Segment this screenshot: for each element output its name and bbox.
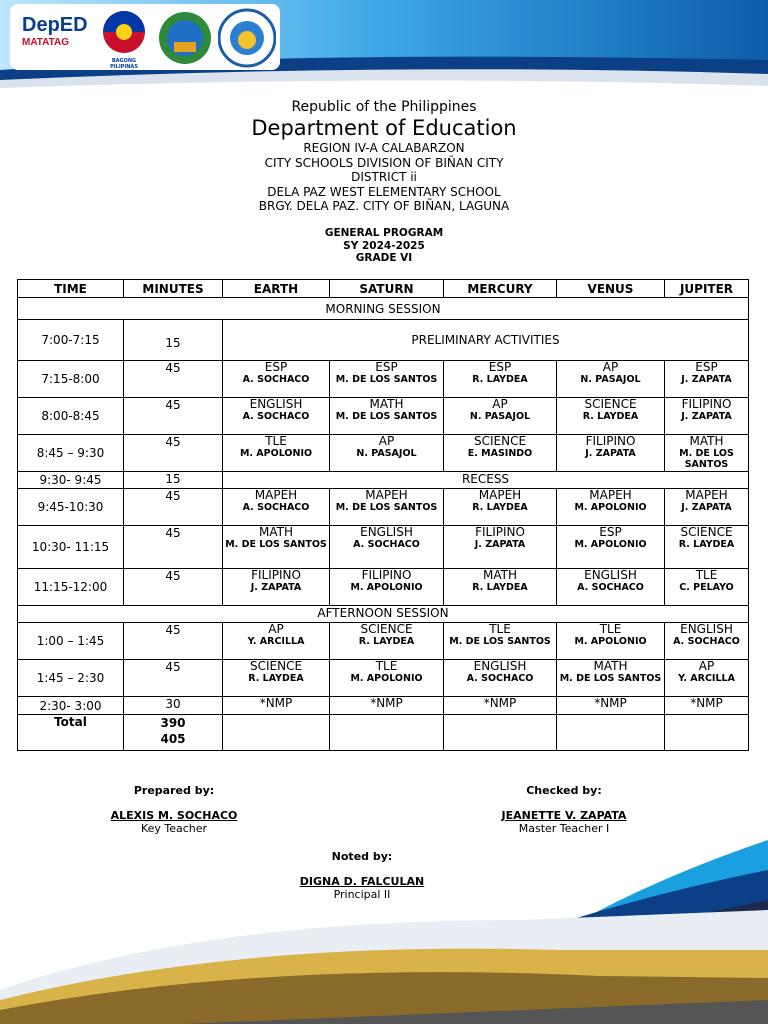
subject-name: MAPEH [478, 488, 522, 502]
teacher-name: J. ZAPATA [585, 448, 636, 459]
subject-name: SCIENCE [680, 525, 733, 539]
subject-name: TLE [489, 622, 511, 636]
teacher-name: M. DE LOS SANTOS [335, 502, 438, 513]
table-row [18, 361, 749, 398]
subject-name: MAPEH [589, 488, 632, 502]
time-cell: 2:30- 3:00 [18, 697, 124, 715]
noted-by-title: Principal II [333, 888, 391, 901]
teacher-name: J. ZAPATA [681, 374, 732, 385]
teacher-name: N. PASAJOL [469, 411, 531, 422]
time-cell: 1:00 – 1:45 [18, 623, 124, 660]
subject-name: MATH [259, 525, 293, 539]
total-value: 390 [160, 716, 186, 730]
subject-name: TLE [695, 568, 718, 582]
school-year: SY 2024-2025 [343, 239, 425, 252]
subject-cell [444, 398, 557, 435]
table-row [18, 569, 749, 606]
teacher-name: A. SOCHACO [242, 502, 310, 513]
recess-label: RECESS [223, 472, 749, 489]
time-cell: 11:15-12:00 [18, 569, 124, 606]
subject-name: MATH [483, 568, 517, 582]
table-header-row [18, 280, 749, 298]
table-row [18, 526, 749, 569]
prepared-by-title: Key Teacher [140, 822, 208, 835]
subject-cell [557, 489, 665, 526]
subject-cell [665, 435, 749, 472]
teacher-name: A. SOCHACO [242, 411, 310, 422]
subject-cell [223, 489, 330, 526]
minutes-cell: 45 [124, 569, 223, 606]
subject-cell [330, 489, 444, 526]
subject-cell [557, 569, 665, 606]
subject-name: *NMP [370, 696, 403, 710]
subject-cell [444, 435, 557, 472]
table-row [18, 697, 749, 715]
subject-cell [223, 623, 330, 660]
subject-cell [444, 569, 557, 606]
subject-name: ENGLISH [584, 568, 637, 582]
subject-cell [444, 697, 557, 715]
teacher-name: M. APOLONIO [574, 636, 647, 647]
teacher-name: M. APOLONIO [350, 582, 423, 593]
minutes-cell: 45 [124, 398, 223, 435]
bagong-pilipinas-logo: BAGONG PILIPINAS [98, 10, 150, 68]
subject-name: *NMP [690, 696, 723, 710]
teacher-name: R. LAYDEA [472, 502, 528, 513]
afternoon-session-label: AFTERNOON SESSION [18, 606, 749, 623]
subject-cell [330, 697, 444, 715]
minutes-cell: 45 [124, 489, 223, 526]
subject-cell [223, 569, 330, 606]
subject-cell [223, 526, 330, 569]
subject-name: FILIPINO [681, 397, 732, 411]
time-cell: 9:30- 9:45 [18, 472, 124, 489]
subject-name: AP [698, 659, 715, 673]
logo-group [18, 8, 278, 70]
teacher-name: J. ZAPATA [681, 411, 732, 422]
minutes-cell: 45 [124, 435, 223, 472]
subject-name: *NMP [259, 696, 293, 710]
subject-name: FILIPINO [361, 568, 412, 582]
subject-cell [557, 697, 665, 715]
subject-cell [557, 660, 665, 697]
teacher-name: M. DE LOS SANTOS [335, 374, 438, 385]
minutes-cell: 45 [124, 660, 223, 697]
subject-name: SCIENCE [360, 622, 413, 636]
subject-cell [330, 660, 444, 697]
teacher-name: R. LAYDEA [358, 636, 415, 647]
department-title: Department of Education [251, 116, 517, 140]
minutes-cell: 45 [124, 361, 223, 398]
checked-by-name: JEANETTE V. ZAPATA [501, 809, 627, 822]
subject-cell [557, 435, 665, 472]
checked-by-title: Master Teacher I [518, 822, 610, 835]
total-row [18, 715, 749, 751]
col-minutes: MINUTES [124, 280, 223, 298]
minutes-cell: 45 [124, 526, 223, 569]
subject-name: ENGLISH [249, 397, 303, 411]
school-line: DELA PAZ WEST ELEMENTARY SCHOOL [267, 184, 501, 199]
prepared-by-label: Prepared by: [133, 784, 215, 797]
teacher-name: M. DE LOS SANTOS [559, 673, 662, 684]
session-row [18, 298, 749, 320]
program-block [0, 227, 768, 265]
subject-name: AP [268, 622, 284, 636]
subject-cell [557, 526, 665, 569]
subject-cell [665, 660, 749, 697]
table-row [18, 489, 749, 526]
subject-name: ESP [375, 360, 398, 374]
noted-by-name: DIGNA D. FALCULAN [299, 875, 425, 888]
teacher-name: M. APOLONIO [574, 539, 647, 550]
teacher-name: R. LAYDEA [472, 582, 528, 593]
subject-cell [330, 435, 444, 472]
program-title: GENERAL PROGRAM [324, 227, 444, 239]
subject-name: TLE [265, 434, 287, 448]
subject-name: ESP [264, 360, 288, 374]
teacher-name: A. SOCHACO [242, 374, 310, 385]
subject-name: SCIENCE [584, 397, 637, 411]
subject-cell [665, 489, 749, 526]
region-line: REGION IV-A CALABARZON [303, 141, 465, 155]
col-time: TIME [18, 280, 124, 298]
time-cell: 9:45-10:30 [18, 489, 124, 526]
subject-name: MATH [593, 659, 628, 673]
teacher-name: J. ZAPATA [681, 502, 732, 513]
teacher-name: M. APOLONIO [574, 502, 647, 513]
teacher-name: R. LAYDEA [678, 539, 735, 550]
minutes-cell: 15 [124, 320, 223, 361]
teacher-name: M. DE LOS SANTOS [225, 539, 327, 550]
empty-cell [330, 715, 444, 751]
teacher-name: Y. ARCILLA [247, 636, 305, 647]
subject-cell [557, 361, 665, 398]
subject-name: ENGLISH [473, 659, 527, 673]
grade-level: GRADE VI [355, 252, 413, 264]
preliminary-activities: PRELIMINARY ACTIVITIES [223, 320, 749, 361]
empty-cell [444, 715, 557, 751]
total-value: 405 [160, 732, 186, 746]
checked-by-label: Checked by: [526, 784, 602, 797]
subject-name: TLE [375, 659, 398, 673]
morning-session-label: MORNING SESSION [18, 298, 749, 320]
teacher-name: C. PELAYO [679, 582, 734, 593]
subject-cell [330, 398, 444, 435]
subject-cell [665, 361, 749, 398]
teacher-name: J. ZAPATA [474, 539, 526, 550]
minutes-cell: 30 [124, 697, 223, 715]
subject-name: MAPEH [254, 488, 298, 502]
schedule-table [17, 279, 749, 751]
teacher-name: Y. ARCILLA [678, 673, 735, 684]
subject-cell [223, 697, 330, 715]
subject-cell [665, 569, 749, 606]
subject-cell [557, 398, 665, 435]
subject-name: SCIENCE [249, 659, 303, 673]
prepared-by-name: ALEXIS M. SOCHACO [110, 809, 238, 822]
deped-logo: DepED MATATAG [22, 14, 88, 48]
footer-graphic [0, 800, 768, 1024]
teacher-name: R. LAYDEA [472, 374, 528, 385]
time-cell: 7:00-7:15 [18, 320, 124, 361]
teacher-name: M. APOLONIO [239, 448, 313, 459]
teacher-name: A. SOCHACO [353, 539, 420, 550]
teacher-name: A. SOCHACO [673, 636, 740, 647]
division-line: CITY SCHOOLS DIVISION OF BIÑAN CITY [264, 155, 504, 170]
col-saturn: SATURN [330, 280, 444, 298]
subject-cell [330, 623, 444, 660]
minutes-cell: 45 [124, 623, 223, 660]
subject-cell [665, 623, 749, 660]
subject-cell [223, 361, 330, 398]
school-seal-icon [218, 8, 276, 68]
col-venus: VENUS [557, 280, 665, 298]
teacher-name: M. APOLONIO [350, 673, 423, 684]
subject-name: ENGLISH [360, 525, 413, 539]
total-values [124, 715, 223, 751]
subject-name: FILIPINO [251, 568, 301, 582]
table-row [18, 320, 749, 361]
empty-cell [223, 715, 330, 751]
noted-by-label: Noted by: [331, 850, 393, 863]
teacher-name: E. MASINDO [467, 448, 533, 459]
subject-name: ESP [488, 360, 512, 374]
subject-cell [557, 623, 665, 660]
time-cell: 7:15-8:00 [18, 361, 124, 398]
teacher-name: R. LAYDEA [248, 673, 304, 684]
col-earth: EARTH [223, 280, 330, 298]
col-mercury: MERCURY [444, 280, 557, 298]
subject-cell [665, 697, 749, 715]
subject-name: *NMP [483, 696, 517, 710]
empty-cell [665, 715, 749, 751]
subject-name: AP [602, 360, 619, 374]
time-cell: 1:45 – 2:30 [18, 660, 124, 697]
subject-cell [223, 398, 330, 435]
empty-cell [557, 715, 665, 751]
subject-name: ESP [599, 525, 622, 539]
subject-cell [330, 361, 444, 398]
subject-name: TLE [599, 622, 622, 636]
subject-name: MAPEH [685, 488, 728, 502]
total-label: Total [18, 715, 124, 751]
subject-name: AP [492, 397, 508, 411]
table-row [18, 606, 749, 623]
subject-name: FILIPINO [585, 434, 636, 448]
teacher-name: N. PASAJOL [580, 374, 641, 385]
subject-name: ENGLISH [680, 622, 733, 636]
teacher-name: A. SOCHACO [466, 673, 534, 684]
teacher-name: R. LAYDEA [582, 411, 639, 422]
subject-cell [665, 526, 749, 569]
address-block [0, 141, 768, 214]
teacher-name: N. PASAJOL [356, 448, 417, 459]
subject-cell [223, 660, 330, 697]
subject-cell [444, 489, 557, 526]
subject-cell [330, 526, 444, 569]
subject-name: *NMP [594, 696, 627, 710]
address-line: BRGY. DELA PAZ. CITY OF BIÑAN, LAGUNA [258, 199, 510, 213]
subject-cell [223, 435, 330, 472]
teacher-name: M. DE LOS SANTOS [335, 411, 438, 422]
subject-name: MATH [689, 434, 724, 448]
table-row [18, 660, 749, 697]
time-cell: 8:45 – 9:30 [18, 435, 124, 472]
subject-name: MATH [369, 397, 404, 411]
teacher-name: M. DE LOS SANTOS [449, 636, 551, 647]
subject-name: SCIENCE [473, 434, 527, 448]
table-row [18, 623, 749, 660]
table-row [18, 472, 749, 489]
subject-cell [444, 660, 557, 697]
division-seal-icon [156, 10, 214, 66]
subject-name: ESP [695, 360, 718, 374]
subject-cell [665, 398, 749, 435]
time-cell: 10:30- 11:15 [18, 526, 124, 569]
subject-name: FILIPINO [475, 525, 525, 539]
col-jupiter: JUPITER [665, 280, 749, 298]
subject-cell [330, 569, 444, 606]
minutes-cell: 15 [124, 472, 223, 489]
teacher-name: J. ZAPATA [250, 582, 302, 593]
table-row [18, 435, 749, 472]
subject-name: MAPEH [365, 488, 408, 502]
subject-cell [444, 623, 557, 660]
teacher-name: A. SOCHACO [577, 582, 644, 593]
subject-name: AP [378, 434, 395, 448]
time-cell: 8:00-8:45 [18, 398, 124, 435]
subject-cell [444, 526, 557, 569]
district-line: DISTRICT ii [351, 170, 417, 184]
republic-line: Republic of the Philippines [291, 99, 477, 115]
subject-cell [444, 361, 557, 398]
teacher-name: M. DE LOS SANTOS [679, 448, 734, 470]
table-row [18, 398, 749, 435]
